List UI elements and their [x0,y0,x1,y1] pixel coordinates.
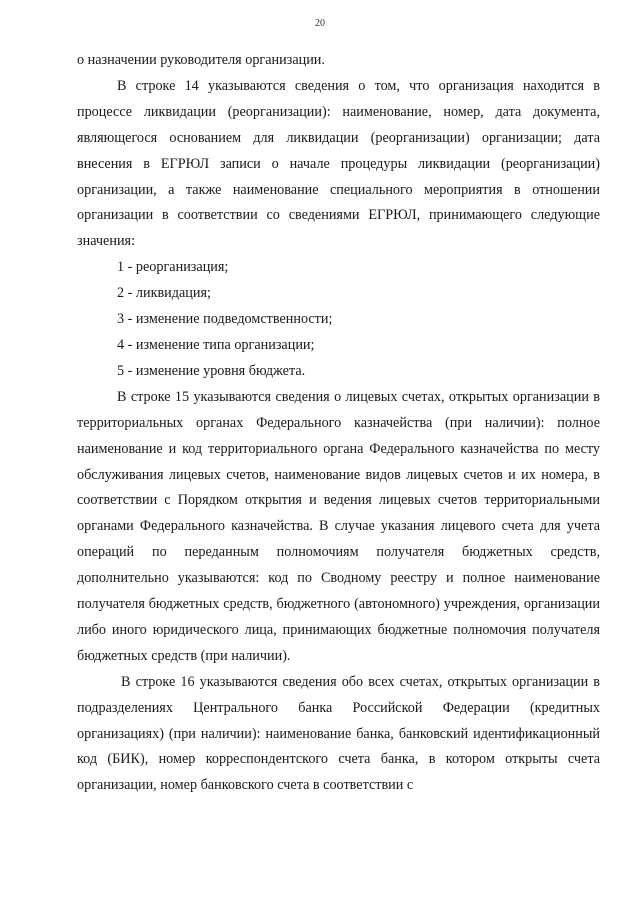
document-body [77,48,600,799]
page-number: 20 [315,18,325,29]
list-item: 5 - изменение уровня бюджета. [117,362,306,379]
list-item: 2 - ликвидация; [117,285,211,302]
paragraph-line-15: В строке 15 указываются сведения о лицевых счетах, открытых организации в территориальных органах Федерального казначейства (при наличии): полное наименование и код территориального органа Федерального казначейства по месту обслуживания лицевых счетов, наименование видов лицевых счетов и их номера, в соответствии с Порядком открытия и ведения лицевых счетов территориальными органами Федерального казначейства. В случае указания лицевого счета для учета операций по переданным полномочиям получателя бюджетных средств, дополнительно указываются: код по Сводному реестру и полное наименование получателя бюджетных средств, бюджетного (автономного) учреждения, организации либо иного юридического лица, принимающих бюджетные полномочия получателя бюджетных средств (при наличии). [77,388,600,664]
list-item: 4 - изменение типа организации; [117,336,315,353]
list-item: 3 - изменение подведомственности; [117,311,333,328]
paragraph-line-14: В строке 14 указываются сведения о том, что организация находится в процессе ликвидации (реорганизации): наименование, номер, дата документа, являющегося основанием для ликвидации (реорганизации) организации; дата внесения в ЕГРЮЛ записи о начале процедуры ликвидации (реорганизации) организации, а также наименование специального мероприятия в отношении организации в соответствии со сведениями ЕГРЮЛ, принимающего следующие значения: [77,77,600,250]
paragraph-line-16: В строке 16 указываются сведения обо всех счетах, открытых организации в подразделениях Центрального банка Российской Федерации (кредитных организациях) (при наличии): наименование банка, банковский идентификационный код (БИК), номер корреспондентского счета банка, в котором открыты счета организации, номер банковского счета в соответствии с [77,673,600,794]
paragraph-continuation: о назначении руководителя организации. [77,52,325,68]
list-item: 1 - реорганизация; [117,259,229,276]
